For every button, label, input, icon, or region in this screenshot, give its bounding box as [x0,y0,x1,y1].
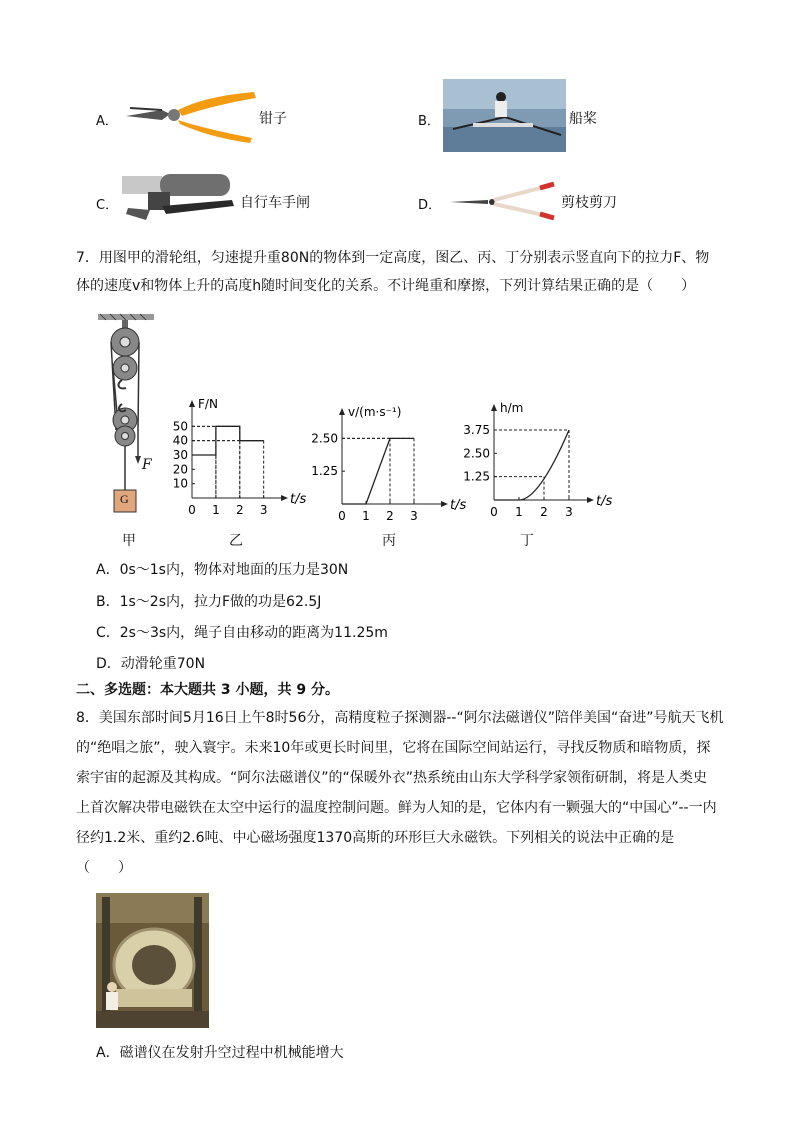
option-a-letter: A． [96,114,118,129]
option-c-letter: C． [96,198,119,213]
x-axis-arrow [587,497,594,503]
x-tick-label: 0 [490,505,498,519]
q8-option-a: A．磁谱仪在发射升空过程中机械能增大 [96,1045,344,1061]
option-c-label: 自行车手闸 [240,195,310,211]
x-tick-label: 2 [540,505,548,519]
fig-label-ding: 丁 [520,533,534,549]
y-tick-label: 1.25 [311,464,338,479]
option-b-letter: B． [418,114,440,129]
y-axis-label: F/N [198,397,218,411]
pruning-shears-image [448,180,558,220]
y-axis-arrow [189,400,195,407]
x-axis-label: t/s [450,498,467,513]
y-tick-label: 40 [172,433,188,448]
pulley-diagram [92,312,162,518]
q8-stem-line3: 索宇宙的起源及其构成。“阿尔法磁谱仪”的“保暖外衣”热系统由山东大学科学家领衔研制，将是人类史 [76,770,708,786]
q7-stem-line1: 7．用图甲的滑轮组，匀速提升重80N的物体到一定高度，图乙、丙、丁分别表示竖直向下的拉力F、物 [76,250,710,266]
q8-stem-line4: 上首次解决带电磁铁在太空中运行的温度控制问题。鲜为人知的是，它体内有一颗强大的“中国心”--一内 [76,800,717,816]
rowing-photo [443,79,566,152]
x-axis-label: t/s [290,492,307,507]
x-axis-label: t/s [596,494,613,509]
x-tick-label: 1 [362,509,370,523]
section-heading-multi-choice: 二、多选题：本大题共 3 小题，共 9 分。 [76,682,339,698]
y-tick-label: 2.50 [311,431,338,446]
fig-label-yi: 乙 [229,533,243,549]
fig-label-bing: 丙 [382,533,396,549]
pulley-force-label: F [142,457,152,473]
x-tick-label: 2 [386,509,394,523]
magnet-photo [96,893,209,1028]
pliers-image [122,88,257,144]
x-tick-label: 0 [338,509,346,523]
q8-stem-line1: 8．美国东部时间5月16日上午8时56分，高精度粒子探测器--“阿尔法磁谱仪”陪伴美国“奋进”号航天飞机 [76,710,724,726]
y-axis-label: v/(m·s⁻¹) [348,405,402,419]
q7-option-a: A．0s～1s内，物体对地面的压力是30N [96,562,349,578]
q8-stem-line2: 的“绝唱之旅”，驶入寰宇。未来10年或更长时间里，它将在国际空间站运行，寻找反物质和暗物质，探 [76,740,711,756]
y-tick-label: 3.75 [463,423,490,437]
x-tick-label: 3 [565,505,573,519]
y-tick-label: 30 [172,448,188,462]
y-axis-arrow [491,404,497,411]
q7-option-d: D．动滑轮重70N [96,656,206,672]
x-tick-label: 1 [212,503,220,517]
option-b-label: 船桨 [569,111,597,127]
x-axis-arrow [441,501,448,507]
fig-label-jia: 甲 [122,533,136,549]
option-d-label: 剪枝剪刀 [561,195,617,211]
x-axis-arrow [281,495,288,501]
y-tick-label: 50 [172,419,188,434]
y-axis-arrow [339,408,345,415]
q8-answer-paren: （ ） [76,860,132,876]
option-a-label: 钳子 [259,111,287,127]
series-line [342,438,414,504]
x-tick-label: 3 [410,509,418,523]
q7-stem-line2: 体的速度v和物体上升的高度h随时间变化的关系。不计绳重和摩擦，下列计算结果正确的是（ ） [76,278,696,294]
x-tick-label: 3 [259,503,268,517]
chart-height-time [460,394,613,520]
q7-option-c: C．2s～3s内，绳子自由移动的距离为11.25m [96,625,388,641]
chart-force-time [168,398,310,520]
y-tick-label: 20 [172,462,188,477]
x-tick-label: 0 [188,503,196,517]
x-tick-label: 1 [515,505,523,519]
x-tick-label: 2 [235,503,244,517]
q7-option-b: B．1s～2s内，拉力F做的功是62.5J [96,594,322,610]
option-d-letter: D． [418,198,442,213]
y-tick-label: 10 [172,476,188,491]
q8-stem-line5: 径约1.2米、重约2.6吨、中心磁场强度1370高斯的环形巨大永磁铁。下列相关的说法中正确的是 [76,830,675,846]
y-tick-label: 1.25 [463,469,490,484]
series-line [494,430,569,500]
chart-velocity-time [311,394,467,523]
pulley-weight-label: G [120,492,129,506]
bike-brake-image [122,170,237,230]
y-axis-label: h/m [500,401,524,415]
y-tick-label: 2.50 [463,446,490,461]
